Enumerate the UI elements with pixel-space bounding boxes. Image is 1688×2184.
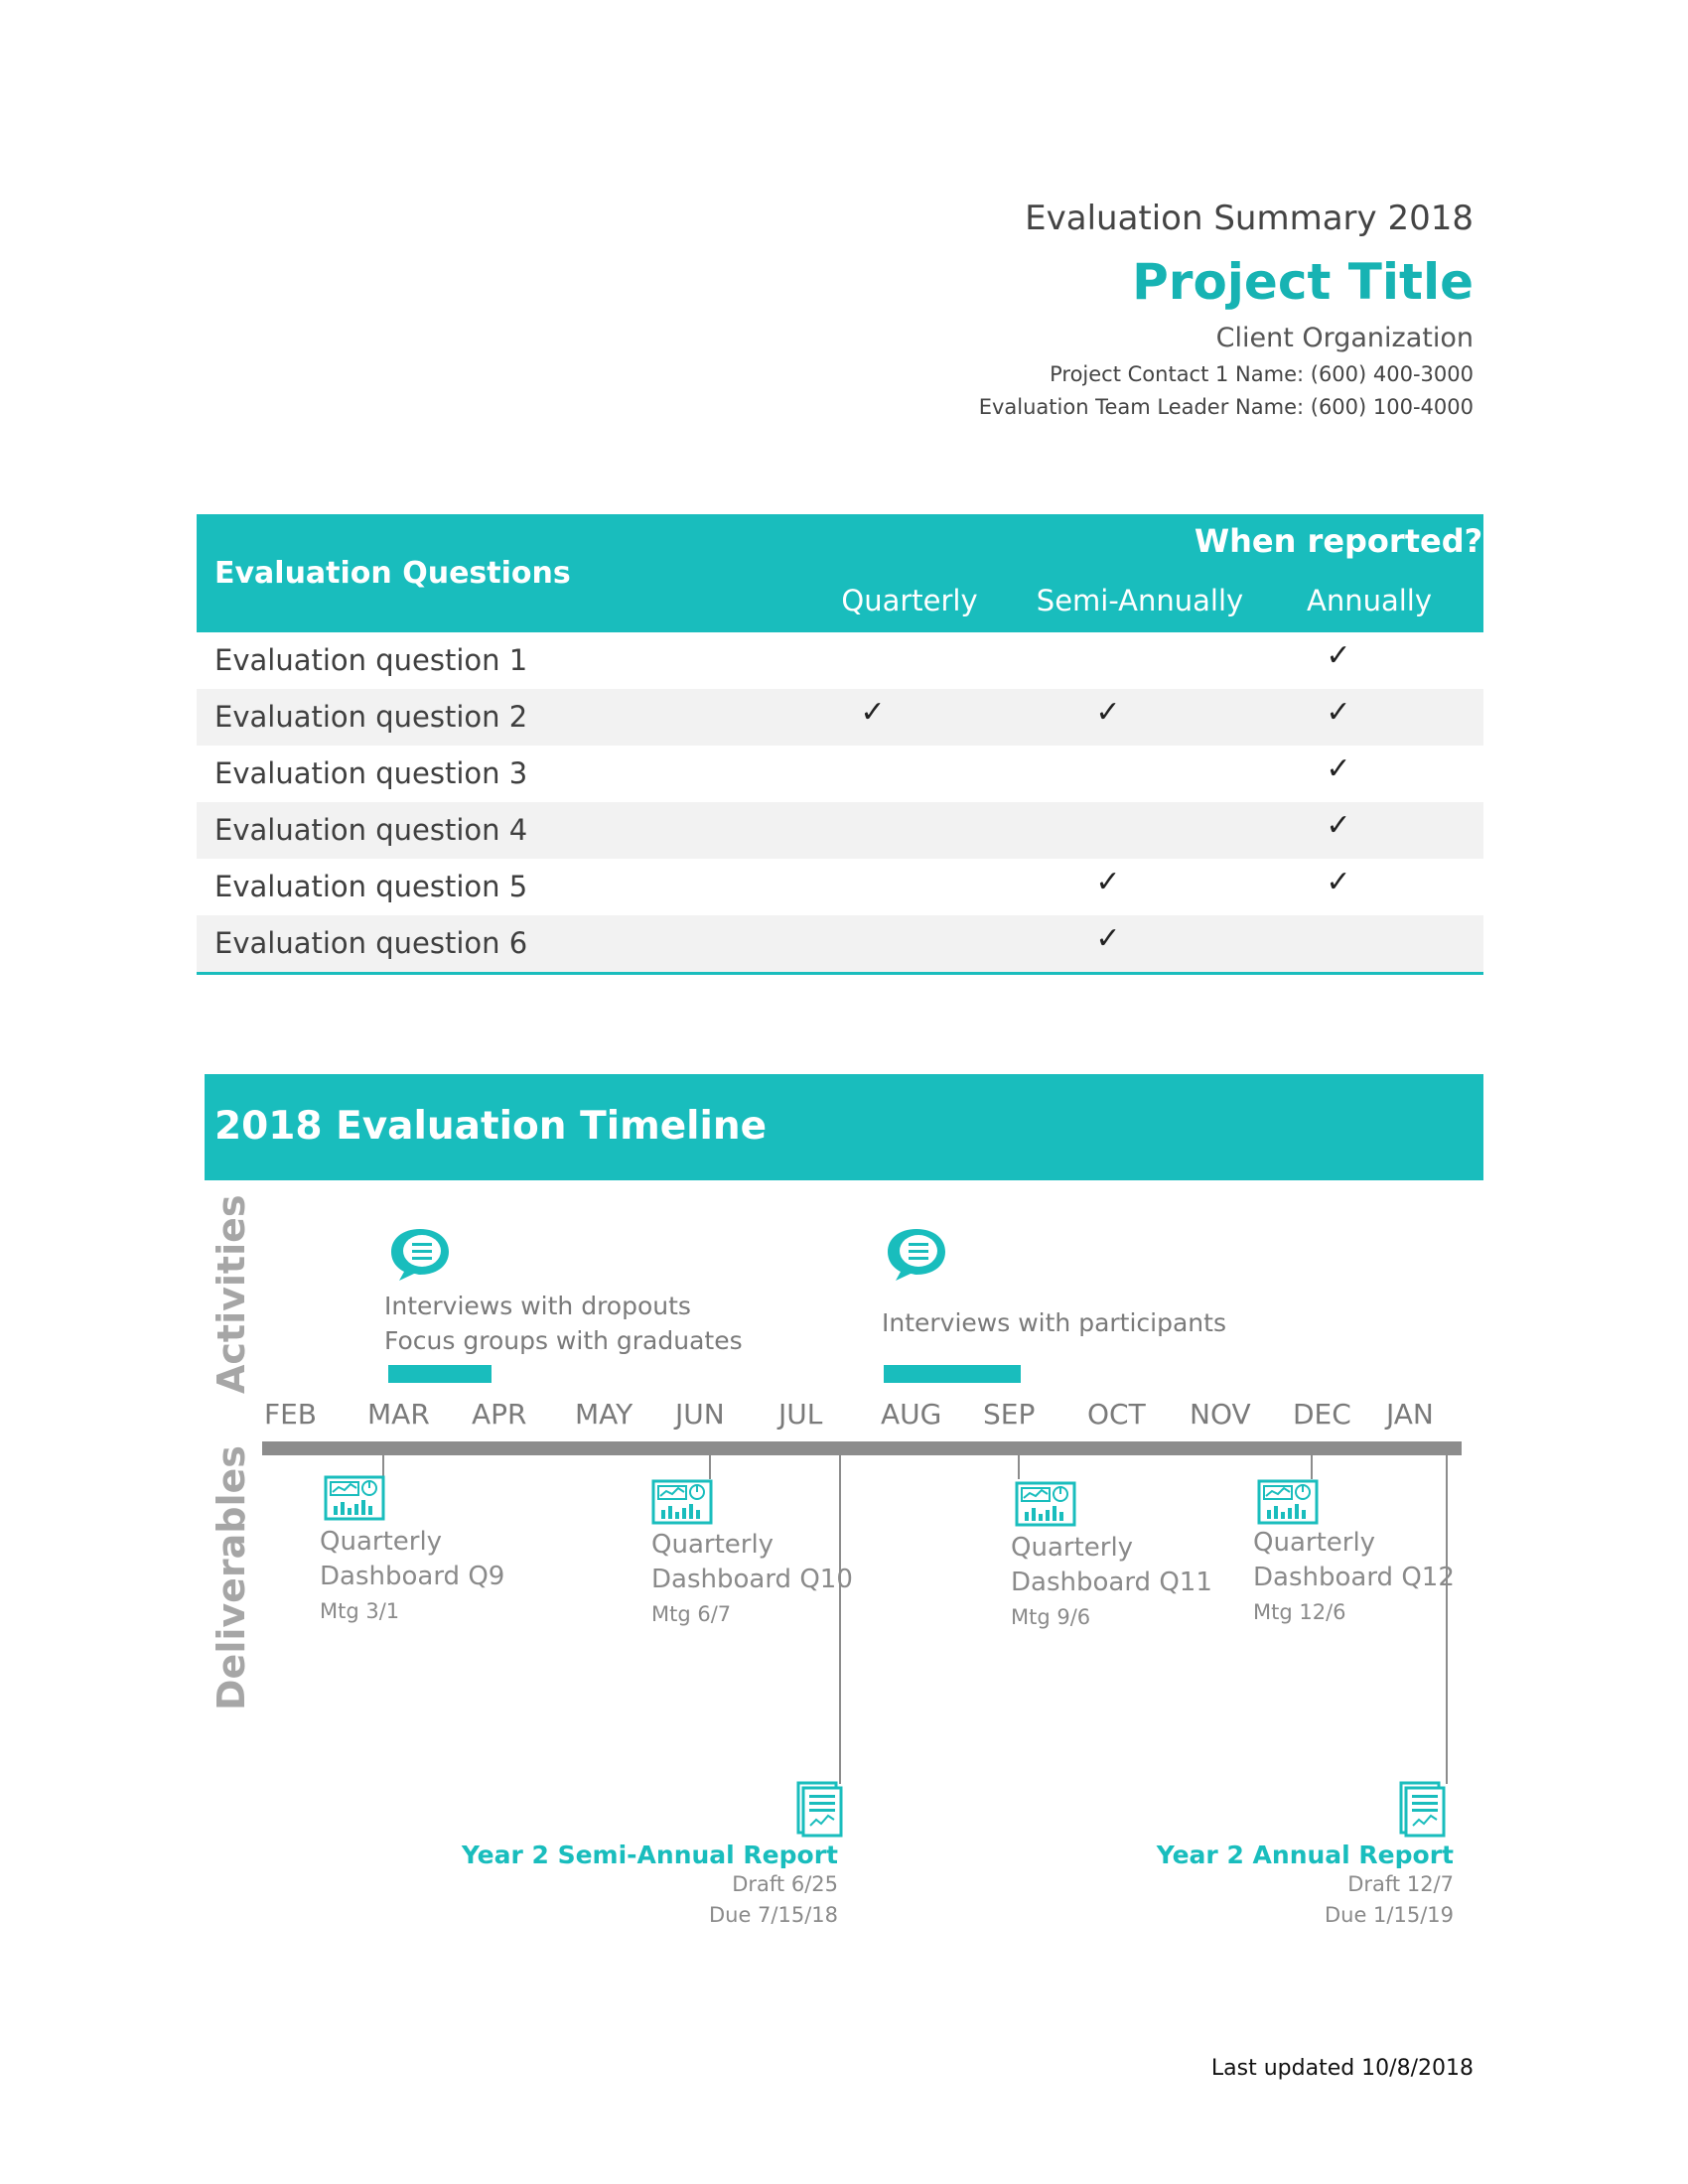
report-due-date: Due 1/15/19: [1324, 1903, 1454, 1927]
month-label: SEP: [983, 1398, 1036, 1431]
deliverable-dashboard: [1011, 1531, 1212, 1635]
table-row: [197, 746, 1483, 802]
question-label: Evaluation question 6: [214, 926, 528, 960]
report-draft-date: Draft 6/25: [732, 1872, 838, 1896]
question-label: Evaluation question 5: [214, 870, 528, 903]
deliverables-label: Deliverables: [210, 1445, 253, 1710]
report-due-date: Due 7/15/18: [708, 1903, 838, 1927]
annually-column-header: Annually: [1306, 584, 1433, 617]
project-title: Project Title: [1132, 253, 1474, 311]
check-icon: ✓: [860, 695, 886, 730]
deliverable-line: Quarterly: [1253, 1528, 1376, 1558]
deliverable-report: [462, 1841, 838, 1931]
chat-bubble-icon: [884, 1226, 949, 1284]
check-icon: ✓: [1326, 638, 1351, 673]
check-icon: ✓: [1326, 751, 1351, 786]
question-label: Evaluation question 2: [214, 700, 528, 734]
deliverable-line: Quarterly: [320, 1527, 443, 1557]
dashboard-icon: [1015, 1481, 1076, 1527]
check-icon: ✓: [1326, 695, 1351, 730]
month-label: JAN: [1386, 1398, 1434, 1431]
month-label: JUN: [675, 1398, 725, 1431]
table-row: [197, 632, 1483, 689]
report-document-icon: [795, 1780, 843, 1838]
month-label: APR: [472, 1398, 527, 1431]
report-document-icon: [1398, 1780, 1446, 1838]
when-reported-header: When reported?: [1194, 522, 1483, 560]
question-label: Evaluation question 3: [214, 756, 528, 790]
document-subtitle: Evaluation Summary 2018: [1025, 199, 1474, 238]
activity-duration-bar: [388, 1365, 492, 1383]
chat-bubble-icon: [387, 1226, 453, 1284]
check-icon: ✓: [1095, 865, 1121, 899]
check-icon: ✓: [1095, 921, 1121, 956]
month-label: JUL: [778, 1398, 823, 1431]
report-title: Year 2 Annual Report: [1156, 1841, 1454, 1869]
report-draft-date: Draft 12/7: [1347, 1872, 1454, 1896]
table-row: [197, 802, 1483, 859]
activity-duration-bar: [884, 1365, 1021, 1383]
deliverable-line: Quarterly: [1011, 1533, 1134, 1563]
activity-line: Interviews with participants: [882, 1308, 1226, 1337]
table-row: [197, 689, 1483, 746]
project-contact: Project Contact 1 Name: (600) 400-3000: [1050, 362, 1474, 386]
check-icon: ✓: [1095, 695, 1121, 730]
client-organization: Client Organization: [1215, 323, 1474, 353]
semi-annually-column-header: Semi-Annually: [1036, 584, 1244, 617]
deliverable-line: Dashboard Q9: [320, 1562, 505, 1591]
deliverable-line: Dashboard Q10: [651, 1565, 853, 1594]
deliverable-dashboard: [1253, 1526, 1455, 1630]
meeting-date: Mtg 9/6: [1011, 1605, 1091, 1629]
dashboard-icon: [1257, 1479, 1319, 1525]
timeline-title: 2018 Evaluation Timeline: [214, 1104, 768, 1149]
meeting-date: Mtg 3/1: [320, 1599, 400, 1623]
table-bottom-rule: [197, 972, 1483, 975]
month-label: AUG: [881, 1398, 942, 1431]
deliverable-line: Dashboard Q12: [1253, 1563, 1455, 1592]
month-label: NOV: [1190, 1398, 1251, 1431]
month-label: MAY: [575, 1398, 633, 1431]
activity-line: Focus groups with graduates: [384, 1326, 743, 1355]
deliverable-dashboard: [651, 1528, 853, 1632]
evaluation-questions-table: [197, 514, 1483, 975]
month-label: OCT: [1087, 1398, 1146, 1431]
dashboard-icon: [324, 1475, 385, 1521]
connector-line: [709, 1453, 711, 1479]
connector-line: [1018, 1453, 1020, 1479]
activity-text: [882, 1305, 1226, 1340]
deliverable-line: Dashboard Q11: [1011, 1568, 1212, 1597]
team-leader-contact: Evaluation Team Leader Name: (600) 100-4000: [978, 395, 1474, 419]
table-row: [197, 859, 1483, 915]
connector-line: [1311, 1453, 1313, 1479]
dashboard-icon: [651, 1479, 713, 1525]
question-label: Evaluation question 4: [214, 813, 528, 847]
report-title: Year 2 Semi-Annual Report: [461, 1841, 838, 1869]
month-label: MAR: [367, 1398, 430, 1431]
activity-line: Interviews with dropouts: [384, 1292, 691, 1320]
table-row: [197, 915, 1483, 972]
deliverable-dashboard: [320, 1525, 504, 1629]
deliverable-line: Quarterly: [651, 1530, 774, 1560]
table-header: [197, 514, 1483, 632]
timeline-axis: [262, 1441, 1462, 1455]
question-label: Evaluation question 1: [214, 643, 528, 677]
activities-label: Activities: [210, 1194, 253, 1394]
questions-column-header: Evaluation Questions: [214, 556, 571, 591]
deliverable-report: [1157, 1841, 1454, 1931]
meeting-date: Mtg 6/7: [651, 1602, 732, 1626]
check-icon: ✓: [1326, 865, 1351, 899]
month-label: DEC: [1293, 1398, 1351, 1431]
check-icon: ✓: [1326, 808, 1351, 843]
activity-text: [384, 1289, 743, 1358]
last-updated: Last updated 10/8/2018: [1210, 2056, 1474, 2081]
meeting-date: Mtg 12/6: [1253, 1600, 1346, 1624]
month-label: FEB: [264, 1398, 318, 1431]
quarterly-column-header: Quarterly: [841, 584, 978, 617]
timeline-banner: [205, 1074, 1483, 1180]
